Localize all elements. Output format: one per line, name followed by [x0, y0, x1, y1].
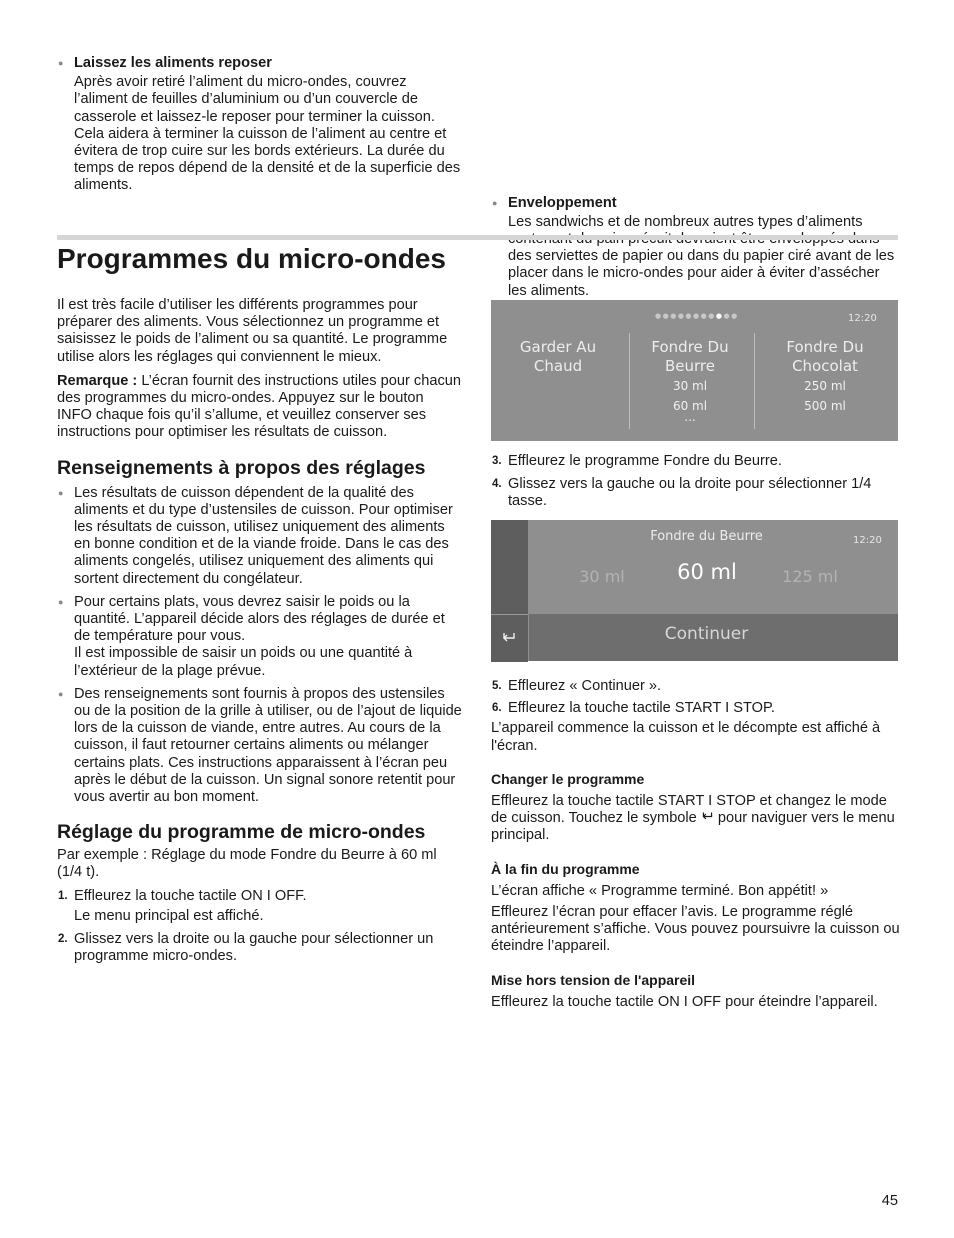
step-5: 5. Effleurez « Continuer ».	[492, 678, 662, 694]
end-text-1: L’écran affiche « Programme terminé. Bon appétit! »	[491, 882, 829, 899]
remark-label: Remarque :	[57, 372, 138, 389]
separator	[754, 333, 755, 429]
screen-program-list	[491, 300, 898, 441]
info-bullet: ● Des renseignements sont fournis à propos des ustensiles ou de la position de la grille à utiliser, ou de l’ajout de liquide lors de la cuisson de viande, entre autres. Au cours de la cuisson, il faut retourner certains aliments ou mélanger certains plats. Ces instructions apparaissent à l’écran peu après le début de la cuisson. Un signal sonore retentit pour vous avertir au bon moment.	[58, 685, 462, 806]
off-text: Effleurez la touche tactile ON I OFF pour éteindre l’appareil.	[491, 993, 878, 1010]
back-arrow-icon	[501, 630, 517, 646]
bullet-dot: ●	[58, 596, 64, 607]
step-1: 1. Effleurez la touche tactile ON I OFF. Le menu principal est affiché.	[58, 887, 307, 924]
bullet-dot: ●	[58, 688, 64, 699]
screen-melt-butter	[491, 520, 898, 661]
end-text-2: Effleurez l’écran pour effacer l’avis. Le programme réglé antérieurement s’affiche. Vous pouvez poursuivre la cuisson ou éteindre l’appareil.	[491, 904, 900, 955]
info-bullet: ● Les résultats de cuisson dépendent de la qualité des aliments et du type d’ustensiles de cuisson. Pour optimiser les résultats de cuisson, utilisez uniquement des aliments en bonne condition et de la viande froide. Dans le cas des aliments congelés, utilisez uniquement des aliments qui sortent directement du congélateur.	[58, 484, 453, 587]
bullet-dot: ●	[58, 487, 64, 498]
step-6: 6. Effleurez la touche tactile START I STOP.	[492, 700, 775, 717]
program-melt-chocolate[interactable]: Fondre Du Chocolat 250 ml 500 ml	[786, 338, 864, 413]
end-heading: À la fin du programme	[491, 860, 640, 877]
change-text: Effleurez la touche tactile START I STOP et changez le mode de cuisson. Touchez le symbole pour naviguer vers le menu principal.	[491, 793, 895, 844]
remark-text: L’écran fournit des instructions utiles pour chacun des programmes du micro-ondes. Appuyez sur le bouton INFO chaque fois qu’il s’allume, et veuillez conserver ses instructions pour optimiser les résultats de cuisson.	[57, 372, 461, 441]
wrap-heading: Enveloppement	[508, 194, 617, 211]
left-column	[57, 297, 462, 966]
quantity-selector[interactable]	[529, 520, 898, 612]
bullet-dot: ●	[58, 58, 64, 68]
setting-heading: Réglage du programme de micro-ondes	[57, 821, 426, 844]
off-heading: Mise hors tension de l'appareil	[491, 971, 696, 988]
intro-text: Il est très facile d’utiliser les différents programmes pour préparer des aliments. Vous sélectionnez un programme et saisissez le poids de l’aliment ou sa quantité. Le programme utilise alors les réglages qui conviennent le mieux.	[57, 297, 448, 365]
info-heading: Renseignements à propos des réglages	[57, 456, 426, 479]
page-dots: ●●●●●●●●●●●	[655, 312, 739, 320]
bullet-dot: ●	[492, 197, 498, 208]
step-2: 2. Glissez vers la droite ou la gauche pour sélectionner un programme micro-ondes.	[58, 931, 434, 965]
step-3: 3. Effleurez le programme Fondre du Beurre.	[492, 453, 782, 469]
separator	[629, 333, 630, 429]
after-steps-text: L’appareil commence la cuisson et le décompte est affiché à l'écran.	[491, 720, 881, 754]
continue-button[interactable]: Continuer	[529, 614, 898, 661]
bullet-rest-food	[58, 55, 464, 195]
quantity-option-30[interactable]: 30 ml	[579, 567, 625, 586]
change-heading: Changer le programme	[491, 770, 645, 787]
back-arrow-icon	[701, 810, 714, 823]
program-keep-warm[interactable]: Garder Au Chaud	[519, 338, 597, 375]
remark	[57, 373, 462, 442]
program-melt-butter[interactable]: Fondre Du Beurre 30 ml 60 ml ...	[651, 338, 729, 424]
setting-intro: Par exemple : Réglage du mode Fondre du Beurre à 60 ml (1/4 t).	[57, 847, 437, 881]
screen-clock: 12:20	[853, 535, 882, 546]
page-number: 45	[881, 1193, 898, 1209]
quantity-option-125[interactable]: 125 ml	[782, 567, 838, 586]
screen-title: Fondre du Beurre	[650, 529, 763, 544]
right-column-b	[491, 678, 900, 1011]
screen-clock: 12:20	[848, 313, 877, 324]
info-bullet: ● Pour certains plats, vous devrez saisir le poids ou la quantité. L’appareil décide alors des réglages de durée et de température pour vous. Il est impossible de saisir un poids ou une quantité à l’extérieur de la plage prévue.	[58, 593, 445, 679]
rest-heading: Laissez les aliments reposer	[74, 55, 272, 71]
right-steps-a	[492, 453, 900, 511]
rest-body: Après avoir retiré l’aliment du micro-ondes, couvrez l’aliment de feuilles d’aluminium ou d’un couvercle de casserole et laissez-le reposer pour terminer la cuisson. Cela aidera à terminer la cuisson de l’aliment au centre et évitera de trop cuire sur les bords extérieurs. La durée du temps de repos dépend de la densité et de la superficie des aliments.	[74, 74, 461, 194]
section-title: Programmes du micro-ondes	[57, 243, 446, 274]
quantity-option-60-selected[interactable]: 60 ml	[677, 560, 737, 584]
wrap-body: Les sandwichs et de nombreux autres types d’aliments des serviettes de papier ou dans du papier ciré avant de les placer dans le micro-ondes pour aider à éviter d’assécher les aliments.	[508, 213, 895, 299]
back-button[interactable]	[491, 614, 528, 662]
bullet-wrapping	[492, 194, 900, 300]
step-4: 4. Glissez vers la gauche ou la droite pour sélectionner 1/4 tasse.	[492, 476, 872, 510]
